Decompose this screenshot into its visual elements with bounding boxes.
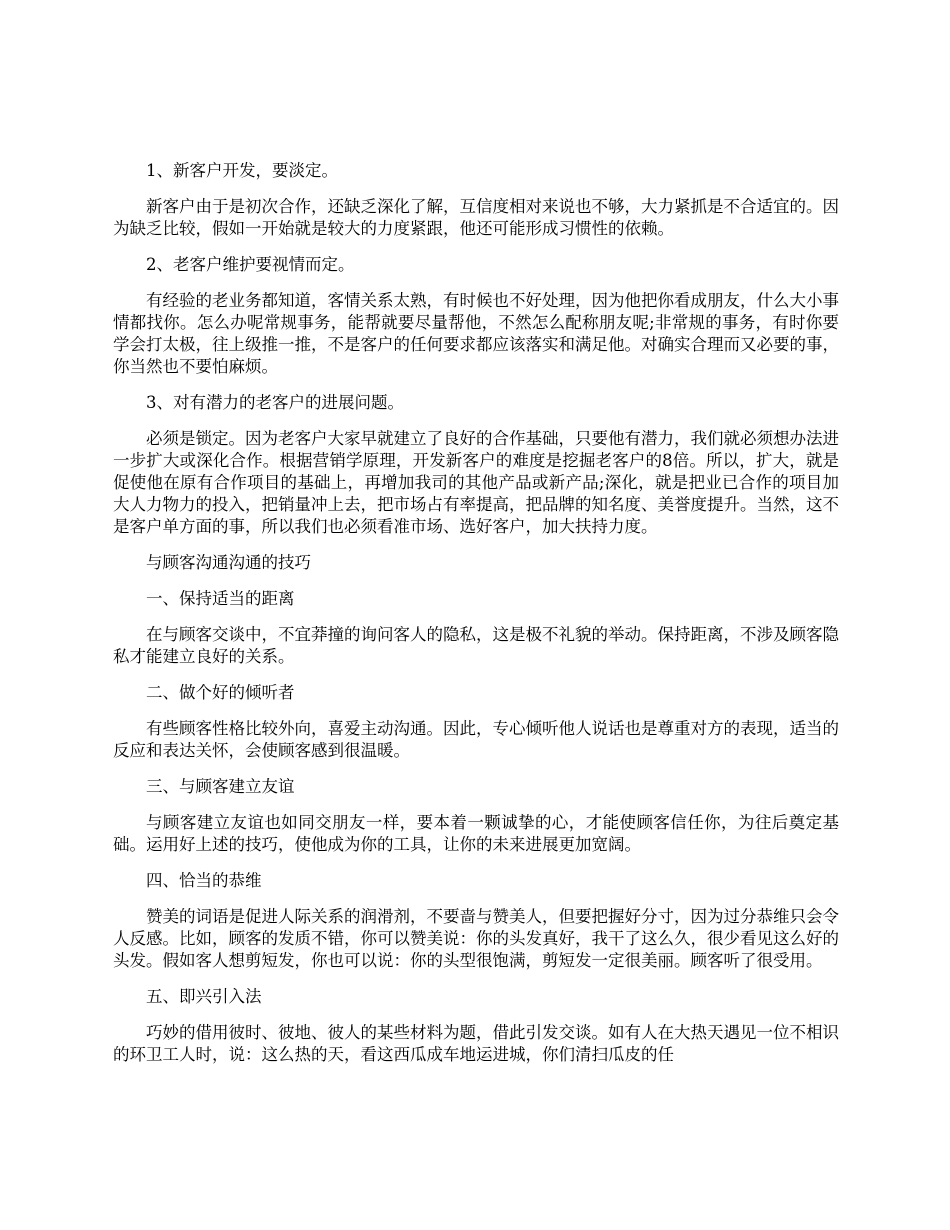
section-heading: 四、恰当的恭维 <box>146 871 262 890</box>
body-paragraph: 在与顾客交谈中，不宜莽撞的询问客人的隐私，这是极不礼貌的举动。保持距离，不涉及顾客隐私才能建立良好的关系。 <box>113 625 839 666</box>
body-paragraph: 必须是锁定。因为老客户大家早就建立了良好的合作基础，只要他有潜力，我们就必须想办法进一步扩大或深化合作。根据营销学原理，开发新客户的难度是挖掘老客户的8倍。所以，扩大，就是促使他在原有合作项目的基础上，再增加我司的其他产品或新产品;深化，就是把业已合作的项目加大人力物力的投入，把销量冲上去，把市场占有率提高，把品牌的知名度、美誉度提升。当然，这不是客户单方面的事，所以我们也必须看准市场、选好客户，加大扶持力度。 <box>113 429 839 536</box>
section-heading: 二、做个好的倾听者 <box>146 683 295 702</box>
section-heading: 三、与顾客建立友谊 <box>146 777 295 796</box>
body-paragraph: 与顾客建立友谊也如同交朋友一样，要本着一颗诚挚的心，才能使顾客信任你，为往后奠定基础。运用好上述的技巧，使他成为你的工具，让你的未来进展更加宽阔。 <box>113 813 839 854</box>
body-paragraph: 赞美的词语是促进人际关系的润滑剂，不要啬与赞美人，但要把握好分寸，因为过分恭维只会令人反感。比如，顾客的发质不错，你可以赞美说：你的头发真好，我干了这么久，很少看见这么好的头发。假如客人想剪短发，你也可以说：你的头型很饱满，剪短发一定很美丽。顾客听了很受用。 <box>113 907 839 970</box>
section-heading: 一、保持适当的距离 <box>146 589 295 608</box>
section-heading: 五、即兴引入法 <box>146 987 262 1006</box>
body-paragraph: 有经验的老业务都知道，客情关系太熟，有时候也不好处理，因为他把你看成朋友，什么大小事情都找你。怎么办呢常规事务，能帮就要尽量帮他，不然怎么配称朋友呢;非常规的事务，有时你要学会打太极，往上级推一推，不是客户的任何要求都应该落实和满足他。对确实合理而又必要的事，你当然也不要怕麻烦。 <box>113 291 839 376</box>
section-heading: 3、对有潜力的老客户的进展问题。 <box>146 393 404 412</box>
section-heading: 2、老客户维护要视情而定。 <box>146 255 355 274</box>
body-paragraph: 新客户由于是初次合作，还缺乏深化了解，互信度相对来说也不够，大力紧抓是不合适宜的。因为缺乏比较，假如一开始就是较大的力度紧跟，他还可能形成习惯性的依赖。 <box>113 197 839 238</box>
body-paragraph: 有些顾客性格比较外向，喜爱主动沟通。因此，专心倾听他人说话也是尊重对方的表现，适当的反应和表达关怀，会使顾客感到很温暖。 <box>113 719 839 760</box>
body-paragraph: 巧妙的借用彼时、彼地、彼人的某些材料为题，借此引发交谈。如有人在大热天遇见一位不相识的环卫工人时，说：这么热的天，看这西瓜成车地运进城，你们清扫瓜皮的任 <box>113 1023 839 1064</box>
section-heading: 1、新客户开发，要淡定。 <box>146 161 338 180</box>
document-page <box>113 160 839 1080</box>
section-heading: 与顾客沟通沟通的技巧 <box>146 553 311 572</box>
